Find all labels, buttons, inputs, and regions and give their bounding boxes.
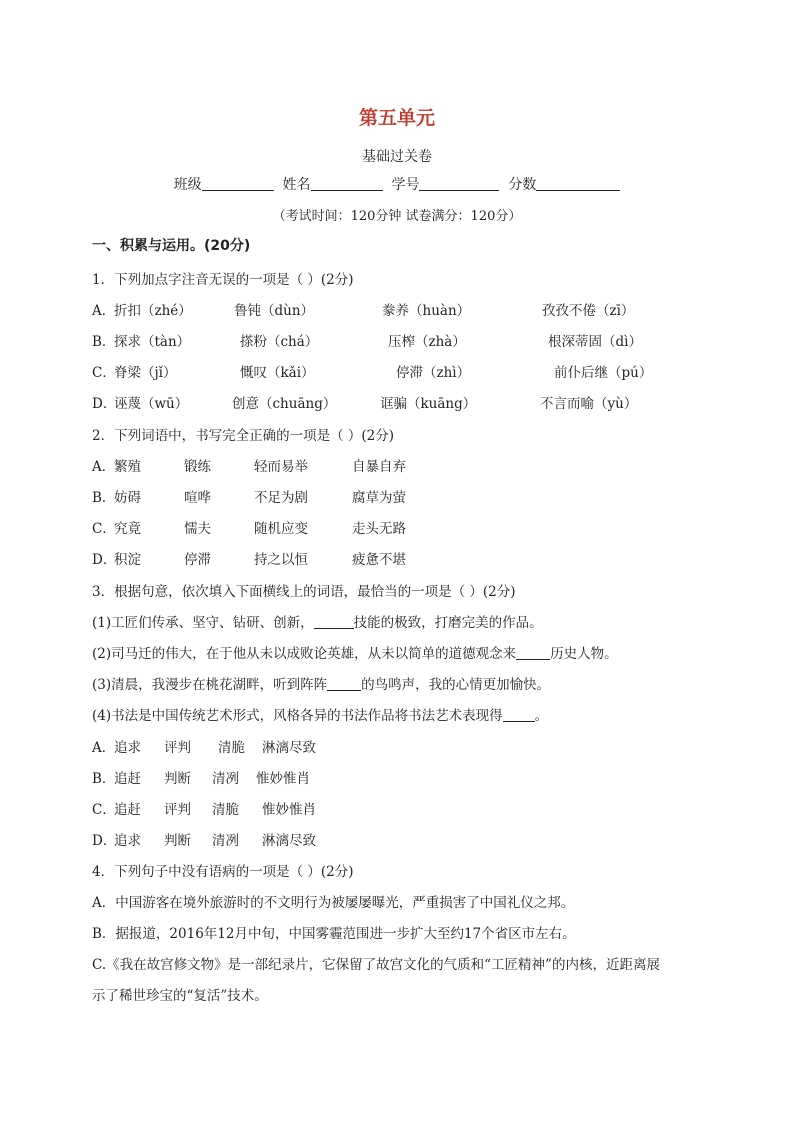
q3-sentence-3: (3)清晨，我漫步在桃花湖畔，听到阵阵 的鸟鸣声，我的心情更加愉快。 — [92, 677, 551, 693]
name-blank[interactable] — [311, 176, 383, 191]
q2-option-a[interactable]: A． 繁殖 锻练 轻而易举 自暴自弃 — [92, 459, 406, 475]
question-4-stem: 4．下列句子中没有语病的一项是（ ）(2分) — [92, 864, 354, 880]
q2-option-d[interactable]: D． 积淀 停滞 持之以恒 疲惫不堪 — [92, 552, 406, 568]
q3-sentence-1: (1)工匠们传承、坚守、钻研、创新， 技能的极致，打磨完美的作品。 — [92, 615, 543, 631]
q3-option-d[interactable]: D． 追求 判断 清冽 淋漓尽致 — [92, 833, 316, 849]
q4-option-c-line1[interactable]: C.《我在故宫修文物》是一部纪录片，它保留了故宫文化的气质和“工匠精神”的内核，近距离展 — [92, 957, 660, 973]
q3-option-c[interactable]: C． 追赶 评判 清脆 惟妙惟肖 — [92, 802, 316, 818]
fill-blank[interactable] — [516, 645, 550, 660]
score-label: 分数 — [508, 177, 537, 193]
q3-sentence-2: (2)司马迁的伟大，在于他从未以成败论英雄，从未以简单的道德观念来 历史人物。 — [92, 646, 618, 662]
q4-option-b[interactable]: B．据报道，2016年12月中旬，中国雾霾范围进一步扩大至约17个省区市左右。 — [92, 926, 576, 942]
question-3-stem: 3．根据句意，依次填入下面横线上的词语，最恰当的一项是（ ）(2分) — [92, 584, 516, 600]
question-2-stem: 2．下列词语中，书写完全正确的一项是（ ）(2分) — [92, 428, 395, 444]
exam-info: （考试时间：120分钟 试卷满分：120分） — [272, 209, 522, 224]
class-blank[interactable] — [202, 176, 274, 191]
fill-blank[interactable] — [503, 707, 535, 722]
section-title: 一、积累与运用。(20分) — [92, 238, 251, 254]
q3-sentence-4: (4)书法是中国传统艺术形式，风格各异的书法作品将书法艺术表现得 。 — [92, 708, 549, 724]
q2-option-c[interactable]: C． 究竟 懦夫 随机应变 走头无路 — [92, 521, 406, 537]
q1-option-c[interactable]: C． 脊梁（jǐ） 慨叹（kǎi） 停滞（zhì） 前仆后继（pú） — [92, 365, 653, 381]
q3-option-b[interactable]: B． 追赶 判断 清冽 惟妙惟肖 — [92, 771, 310, 787]
q2-option-b[interactable]: B． 妨碍 喧哗 不足为剧 腐草为萤 — [92, 490, 406, 506]
fill-blank[interactable] — [327, 676, 361, 691]
name-label: 姓名 — [282, 177, 311, 193]
fill-blank[interactable] — [314, 614, 354, 629]
student-info-row — [0, 174, 794, 194]
class-label: 班级 — [173, 177, 202, 193]
q1-option-d[interactable]: D． 诬蔑（wū） 创意（chuāng） 诓骗（kuāng） 不言而喻（yù） — [92, 396, 638, 412]
q4-option-c-line2[interactable]: 示了稀世珍宝的“复活”技术。 — [92, 988, 268, 1004]
q1-option-a[interactable]: A． 折扣（zhé） 鲁钝（dùn） 豢养（huàn） 孜孜不倦（zī） — [92, 303, 635, 319]
page-title: 第五单元 — [358, 107, 435, 129]
q3-option-a[interactable]: A． 追求 评判 清脆 淋漓尽致 — [92, 740, 316, 756]
page-subtitle: 基础过关卷 — [362, 149, 432, 165]
number-label: 学号 — [391, 177, 420, 193]
score-blank[interactable] — [536, 176, 620, 191]
q1-option-b[interactable]: B． 探求（tàn） 搽粉（chá） 压榨（zhà） 根深蒂固（dì） — [92, 334, 642, 350]
number-blank[interactable] — [419, 176, 499, 191]
question-1-stem: 1．下列加点字注音无误的一项是（ ）(2分) — [92, 272, 354, 288]
q4-option-a[interactable]: A．中国游客在境外旅游时的不文明行为被屡屡曝光，严重损害了中国礼仪之邦。 — [92, 895, 575, 911]
